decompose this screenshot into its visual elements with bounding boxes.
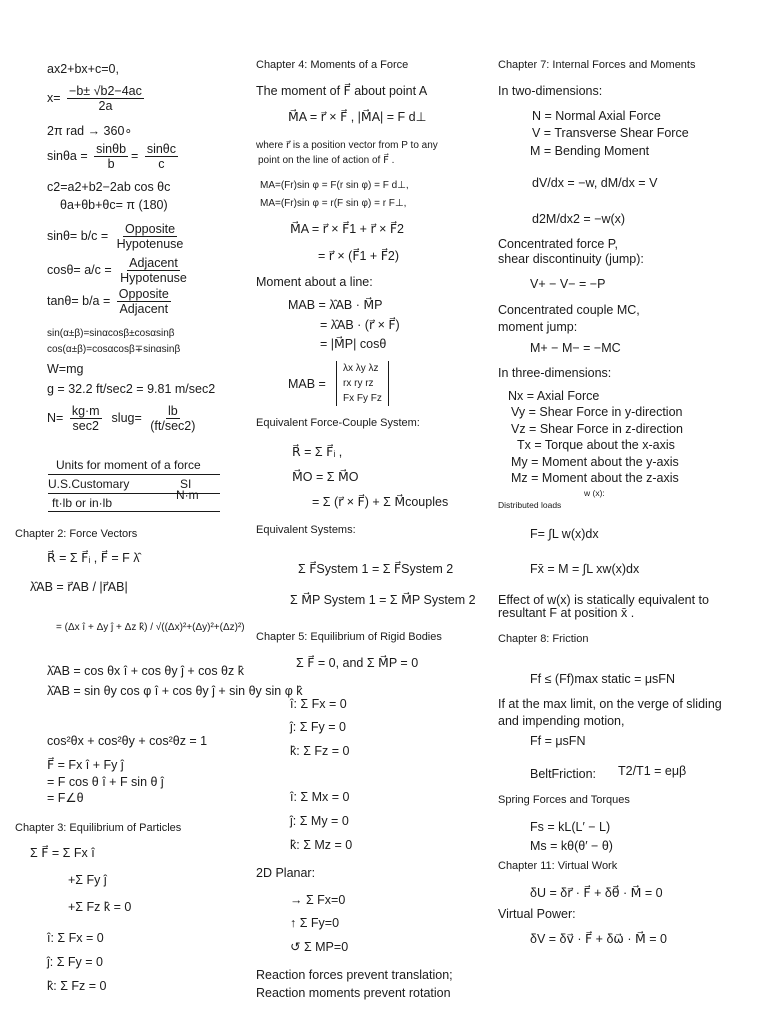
law-of-sines: sinθa = $\frac{\sin\theta b}{b}$ = $\frac{\sin\theta c}{c}$ <box>47 142 176 171</box>
fraction-numerator: sinθc <box>146 142 176 156</box>
torque-def: Tx = Torque about the x-axis <box>517 438 675 452</box>
planar-fx: → Σ Fx=0 <box>290 893 346 907</box>
radian-conversion: 2π rad → 360∘ <box>47 124 133 138</box>
resultant-force: R⃗ = Σ F⃗ᵢ , F⃗ = F λ̂ <box>47 551 140 565</box>
direction-cosines: λ̂AB = cos θx î + cos θy ĵ + cos θz k̂ <box>47 664 244 678</box>
shear-y-def: Vy = Shear Force in y-direction <box>511 405 683 419</box>
chapter-3-heading: Chapter 3: Equilibrium of Particles <box>15 822 182 834</box>
distributed-effect-2: resultant F at position x̄ . <box>498 606 635 620</box>
law-of-cosines: c2=a2+b2−2ab cos θc <box>47 180 171 194</box>
force-angle: = F∠θ <box>47 791 84 805</box>
rigid-equation-fy: ĵ: Σ Fy = 0 <box>290 720 347 734</box>
varignon-1: M⃗A = r⃗ × F⃗1 + r⃗ × F⃗2 <box>290 222 404 236</box>
concentrated-force-note-2: shear discontinuity (jump): <box>498 252 644 266</box>
tangent-definition: tanθ= b/a = $\frac{\text{Opposite}}{\text{Adjacent}}$ <box>47 287 169 316</box>
max-limit-note-1: If at the max limit, on the verge of sliding <box>498 697 722 711</box>
belt-friction-equation: T2/T1 = eμβ <box>618 764 687 778</box>
equivalent-systems-force: Σ F⃗System 1 = Σ F⃗System 2 <box>298 562 454 576</box>
sine-definition: sinθ= b/c = $\frac{\text{Opposite}}{\text{Hypotenuse}}$ <box>47 222 184 251</box>
distributed-resultant: F= ∫L w(x)dx <box>530 527 599 541</box>
moment-line-1: MAB = λ̂AB · M⃗P <box>288 298 383 312</box>
friction-equality: Ff = μsFN <box>530 734 586 748</box>
rigid-equation-my: ĵ: Σ My = 0 <box>290 814 349 828</box>
angle-sum: θa+θb+θc= π (180) <box>60 198 168 212</box>
tangent-ratio: b/a <box>82 293 100 308</box>
static-friction-inequality: Ff ≤ (Ff)max static = μsFN <box>530 672 675 686</box>
fraction-denominator: sec2 <box>72 419 99 433</box>
distributed-effect-1: Effect of w(x) is statically equivalent to <box>498 593 709 607</box>
fraction-numerator: Opposite <box>125 222 176 236</box>
virtual-power: δV = δv⃗ · F⃗ + δω⃗ · M⃗ = 0 <box>530 932 667 946</box>
rigid-body-conditions: Σ F⃗ = 0, and Σ M⃗P = 0 <box>296 656 419 670</box>
chapter-7-heading: Chapter 7: Internal Forces and Moments <box>498 59 696 71</box>
reaction-note-1: Reaction forces prevent translation; <box>256 968 453 982</box>
moment-jump: M+ − M− = −MC <box>530 341 621 355</box>
determinant-row: λx λy λz <box>343 363 379 374</box>
particle-equation-x: î: Σ Fx = 0 <box>47 931 104 945</box>
shear-jump: V+ − V− = −P <box>530 277 606 291</box>
sum-formula-cosine: cos(α±β)=cosαcosβ∓sinαsinβ <box>47 344 181 355</box>
quadratic-equation: ax2+bx+c=0, <box>47 62 119 76</box>
slug-lhs: slug= <box>111 410 142 425</box>
particle-equilibrium-y: +Σ Fy ĵ <box>68 873 107 887</box>
fraction-numerator: lb <box>167 404 178 418</box>
spherical-unit-vector: λ̂AB = sin θy cos φ î + cos θy ĵ + sin θy sin φ k̂ <box>47 684 303 698</box>
fraction-numerator: Opposite <box>118 287 169 301</box>
shear-force-def: V = Transverse Shear Force <box>532 126 689 140</box>
planar-mp: ↺ Σ MP=0 <box>290 940 349 954</box>
max-limit-note-2: and impending motion, <box>498 714 625 728</box>
force-components: F⃗ = Fx î + Fy ĵ <box>47 758 124 772</box>
sum-formula-sine: sin(α±β)=sinαcosβ±cosαsinβ <box>47 328 175 339</box>
quadratic-x: x= <box>47 90 61 105</box>
moment-z-def: Mz = Moment about the z-axis <box>511 471 679 485</box>
axial-force-def: Nx = Axial Force <box>508 389 600 403</box>
fraction-denominator: b <box>107 157 115 171</box>
fraction-numerator: Adjacent <box>129 256 178 270</box>
chapter-4-heading: Chapter 4: Moments of a Force <box>256 59 409 71</box>
rigid-equation-fx: î: Σ Fx = 0 <box>290 697 347 711</box>
quadratic-numerator: −b± √b2−4ac <box>69 84 142 98</box>
unit-vector-components: = (Δx î + Δy ĵ + Δz k̂) / √((Δx)²+(Δy)²+(Δz)²) <box>56 622 245 633</box>
rigid-equation-fz: k̂: Σ Fz = 0 <box>290 744 350 758</box>
force-couple-moment-2: = Σ (r⃗ × F⃗) + Σ M⃗couples <box>312 495 449 509</box>
spring-force: Fs = kL(L′ − L) <box>530 820 611 834</box>
particle-equilibrium-sum: Σ F⃗ = Σ Fx î <box>30 846 95 860</box>
virtual-power-heading: Virtual Power: <box>498 907 576 921</box>
position-vector-note-2: point on the line of action of F⃗ . <box>258 155 395 166</box>
fraction-denominator: c <box>158 157 165 171</box>
equivalent-systems-heading: Equivalent Systems: <box>256 524 356 536</box>
chapter-2-heading: Chapter 2: Force Vectors <box>15 528 138 540</box>
force-couple-resultant: R⃗ = Σ F⃗ᵢ , <box>292 445 343 459</box>
fraction-numerator: kg·m <box>71 404 100 418</box>
moment-scalar-2: MA=(Fr)sin φ = r(F sin φ) = r F⊥, <box>260 198 407 209</box>
moment-line-determinant-lhs: MAB = <box>288 377 326 391</box>
bending-moment-def: M = Bending Moment <box>530 144 650 158</box>
reaction-note-2: Reaction moments prevent rotation <box>256 986 451 1000</box>
cosine-ratio: a/c <box>84 262 101 277</box>
distributed-centroid: Fx̄ = M = ∫L xw(x)dx <box>530 562 640 576</box>
virtual-work: δU = δr⃗ · F⃗ + δθ⃗ · M⃗ = 0 <box>530 886 663 900</box>
determinant-row: rx ry rz <box>343 378 374 389</box>
units-us-value: ft·lb or in·lb <box>52 496 113 510</box>
belt-friction-label: BeltFriction: <box>530 767 596 781</box>
units-si-header: SI <box>180 477 192 491</box>
weight-formula: W=mg <box>47 362 84 376</box>
fraction-numerator: sinθb <box>96 142 127 156</box>
particle-equation-y: ĵ: Σ Fy = 0 <box>47 955 104 969</box>
determinant-row: Fx Fy Fz <box>343 393 382 404</box>
law-of-sines-lhs: sinθa = <box>47 148 88 163</box>
moment-intro: The moment of F⃗ about point A <box>256 84 428 98</box>
units-table-title: Units for moment of a force <box>56 458 201 472</box>
moment-y-def: My = Moment about the y-axis <box>511 455 679 469</box>
planar-fy: ↑ Σ Fy=0 <box>290 916 340 930</box>
position-vector-note-1: where r⃗ is a position vector from P to any <box>256 140 438 151</box>
torsion-spring: Ms = kθ(θ′ − θ) <box>530 839 613 853</box>
units-si-value: N·m <box>176 488 199 502</box>
chapter-8-heading: Chapter 8: Friction <box>498 633 589 645</box>
moment-line-3: = |M⃗P| cosθ <box>320 337 387 351</box>
cosine-lhs: cosθ= <box>47 262 81 277</box>
sine-ratio: b/c <box>80 228 98 243</box>
fraction-denominator: (ft/sec2) <box>150 419 196 433</box>
rigid-equation-mx: î: Σ Mx = 0 <box>290 790 350 804</box>
units-us-header: U.S.Customary <box>48 477 130 491</box>
moment-about-line-heading: Moment about a line: <box>256 275 373 289</box>
concentrated-couple-note-1: Concentrated couple MC, <box>498 303 640 317</box>
concentrated-force-note-1: Concentrated force P, <box>498 237 618 251</box>
three-d-heading: In three-dimensions: <box>498 366 612 380</box>
moment-line-2: = λ̂AB · (r⃗ × F⃗) <box>320 318 400 332</box>
spring-heading: Spring Forces and Torques <box>498 794 630 806</box>
tangent-lhs: tanθ= <box>47 293 79 308</box>
cosine-definition: cosθ= a/c = $\frac{\text{Adjacent}}{\text{Hypotenuse}}$ <box>47 256 187 285</box>
rigid-equation-mz: k̂: Σ Mz = 0 <box>290 838 353 852</box>
unit-vector-definition: λ̂AB = r⃗AB / |r⃗AB| <box>30 580 128 594</box>
varignon-2: = r⃗ × (F⃗1 + F⃗2) <box>318 249 400 263</box>
quadratic-denominator: 2a <box>98 99 113 113</box>
normal-force-def: N = Normal Axial Force <box>532 109 661 123</box>
newton-lhs: N= <box>47 410 64 425</box>
load-shear-relation: dV/dx = −w, dM/dx = V <box>532 176 658 190</box>
equivalent-systems-moment: Σ M⃗P System 1 = Σ M⃗P System 2 <box>290 593 476 607</box>
force-couple-heading: Equivalent Force-Couple System: <box>256 417 420 429</box>
particle-equilibrium-z: +Σ Fz k̂ = 0 <box>68 900 132 914</box>
distributed-load-symbol: w (x): <box>584 488 605 498</box>
two-d-heading: In two-dimensions: <box>498 84 603 98</box>
direction-cosine-identity: cos²θx + cos²θy + cos²θz = 1 <box>47 734 208 748</box>
particle-equation-z: k̂: Σ Fz = 0 <box>47 979 107 993</box>
shear-z-def: Vz = Shear Force in z-direction <box>511 422 683 436</box>
planar-heading: 2D Planar: <box>256 866 316 880</box>
fraction-denominator: Hypotenuse <box>116 237 184 251</box>
fraction-denominator: Hypotenuse <box>120 271 187 285</box>
concentrated-couple-note-2: moment jump: <box>498 320 578 334</box>
moment-definition: M⃗A = r⃗ × F⃗ , |M⃗A| = F d⊥ <box>288 110 427 124</box>
chapter-11-heading: Chapter 11: Virtual Work <box>498 860 618 872</box>
sine-lhs: sinθ= <box>47 228 78 243</box>
force-polar: = F cos θ î + F sin θ ĵ <box>47 775 164 789</box>
force-couple-moment-1: M⃗O = Σ M⃗O <box>292 470 359 484</box>
second-derivative-relation: d2M/dx2 = −w(x) <box>532 212 626 226</box>
distributed-loads-heading: Distributed loads <box>498 500 562 510</box>
chapter-5-heading: Chapter 5: Equilibrium of Rigid Bodies <box>256 631 442 643</box>
moment-scalar-1: MA=(Fr)sin φ = F(r sin φ) = F d⊥, <box>260 180 409 191</box>
fraction-denominator: Adjacent <box>119 302 169 316</box>
gravity-constant: g = 32.2 ft/sec2 = 9.81 m/sec2 <box>47 382 216 396</box>
